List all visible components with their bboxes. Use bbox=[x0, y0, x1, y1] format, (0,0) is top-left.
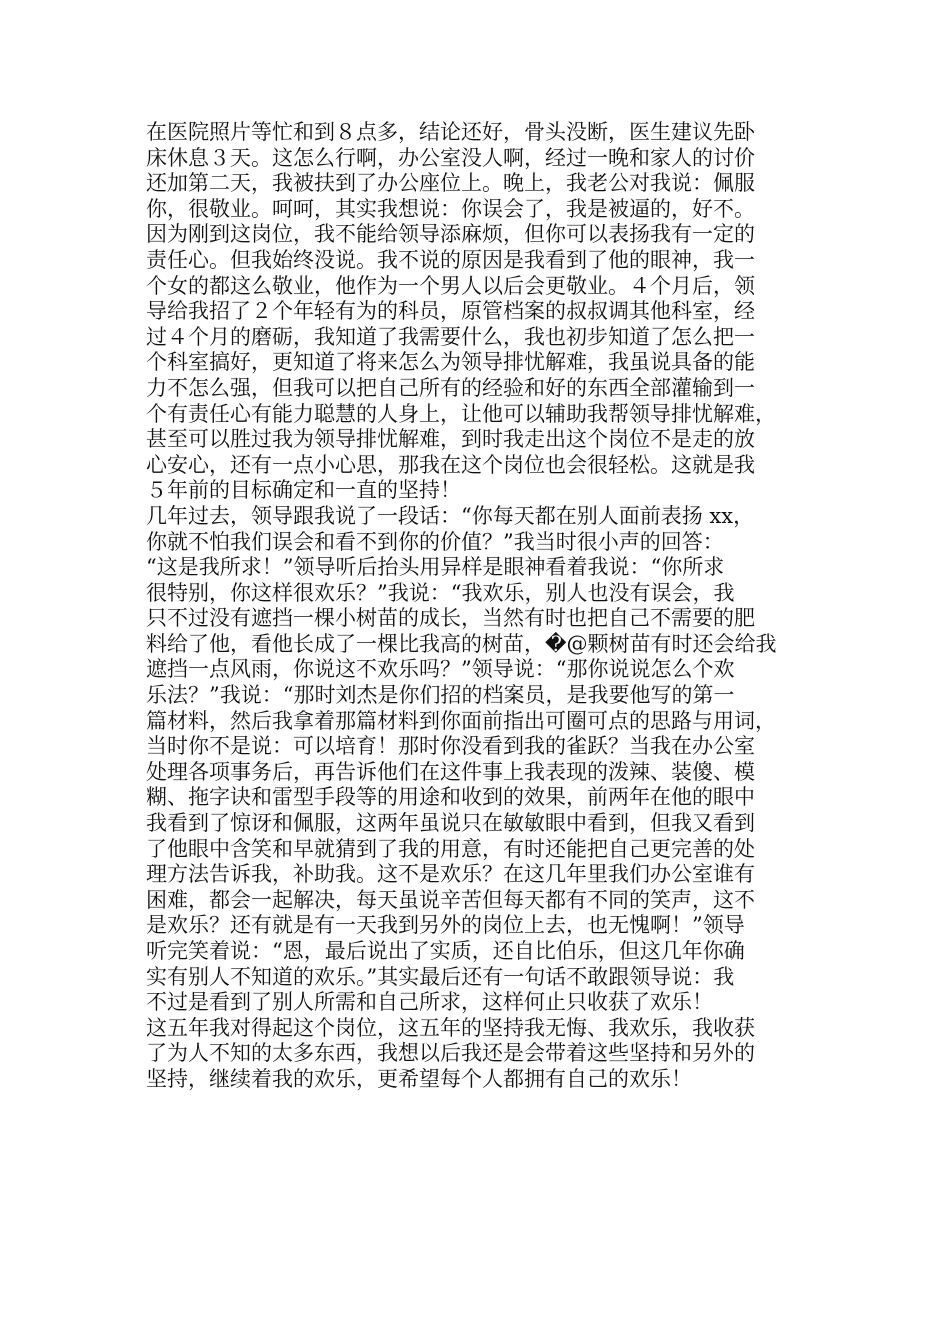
text-line: 只不过没有遮挡一棵小树苗的成长，当然有时也把自己不需要的肥 bbox=[146, 606, 755, 631]
text-line: 了他眼中含笑和早就猜到了我的用意，有时还能把自己更完善的处 bbox=[146, 836, 755, 861]
text-line: 了为人不知的太多东西，我想以后我还是会带着这些坚持和另外的 bbox=[146, 1041, 755, 1066]
text-line: “这是我所求！”领导听后抬头用异样是眼神看着我说：“你所求 bbox=[146, 555, 725, 580]
text-line: 坚持，继续着我的欢乐，更希望每个人都拥有自己的欢乐！ bbox=[146, 1066, 692, 1091]
text-line: 你，很敬业。呵呵，其实我想说：你误会了，我是被逼的，好不。 bbox=[146, 196, 755, 221]
text-line: 乐法？”我说：“那时刘杰是你们招的档案员，是我要他写的第一 bbox=[146, 683, 735, 708]
text-line: 听完笑着说：“恩，最后说出了实质，还自比伯乐，但这几年你确 bbox=[146, 939, 745, 963]
text-line: 甚至可以胜过我为领导排忧解难，到时我走出这个岗位不是走的放 bbox=[146, 427, 755, 452]
text-line: 床休息３天。这怎么行啊，办公室没人啊，经过一晚和家人的讨价 bbox=[146, 145, 755, 170]
text-line: 几年过去，领导跟我说了一段话：“你每天都在别人面前表扬 xx， bbox=[146, 503, 755, 528]
text-line: 遮挡一点风雨，你说这不欢乐吗？”领导说：“那你说说怎么个欢 bbox=[146, 657, 735, 682]
text-line: 不过是看到了别人所需和自己所求，这样何止只收获了欢乐！ bbox=[146, 990, 713, 1015]
text-line: 处理各项事务后，再告诉他们在这件事上我表现的泼辣、装傻、模 bbox=[146, 759, 755, 784]
text-line: 过４个月的磨砺，我知道了我需要什么，我也初步知道了怎么把一 bbox=[146, 324, 755, 349]
text-line: 心安心，还有一点小心思，那我在这个岗位也会很轻松。这就是我 bbox=[146, 452, 755, 477]
text-line: 当时你不是说：可以培育！那时你没看到我的雀跃？当我在办公室 bbox=[146, 734, 755, 759]
text-line: 很特别，你这样很欢乐？”我说：“我欢乐，别人也没有误会，我 bbox=[146, 580, 735, 605]
text-line: 困难，都会一起解决，每天虽说辛苦但每天都有不同的笑声，这不 bbox=[146, 887, 755, 912]
text-line: 还加第二天，我被扶到了办公座位上。晚上，我老公对我说：佩服 bbox=[146, 171, 755, 196]
document-body-text bbox=[146, 120, 806, 1093]
text-line: 个科室搞好，更知道了将来怎么为领导排忧解难，我虽说具备的能 bbox=[146, 350, 755, 375]
text-line: 料给了他，看他长成了一棵比我高的树苗，�@颗树苗有时还会给我 bbox=[146, 631, 777, 656]
text-line: 理方法告诉我，补助我。这不是欢乐？在这几年里我们办公室谁有 bbox=[146, 862, 755, 887]
text-line: 糊、拖字诀和雷型手段等的用途和收到的效果，前两年在他的眼中 bbox=[146, 785, 755, 810]
text-line: 我看到了惊讶和佩服，这两年虽说只在敏敏眼中看到，但我又看到 bbox=[146, 811, 755, 836]
text-line: 实有别人不知道的欢乐。”其实最后还有一句话不敢跟领导说：我 bbox=[146, 964, 735, 989]
text-line: 因为刚到这岗位，我不能给领导添麻烦，但你可以表扬我有一定的 bbox=[146, 222, 755, 247]
text-line: 是欢乐？还有就是有一天我到另外的岗位上去，也无愧啊！”领导 bbox=[146, 913, 745, 938]
text-line: 个有责任心有能力聪慧的人身上，让他可以辅助我帮领导排忧解难， bbox=[146, 401, 776, 426]
text-line: 力不怎么强，但我可以把自己所有的经验和好的东西全部灌输到一 bbox=[146, 375, 755, 400]
text-line: 导给我招了２个年轻有为的科员，原管档案的叔叔调其他科室，经 bbox=[146, 299, 755, 324]
text-line: 你就不怕我们误会和看不到你的价值？”我当时很小声的回答： bbox=[146, 529, 724, 554]
text-line: 这五年我对得起这个岗位，这五年的坚持我无悔、我欢乐，我收获 bbox=[146, 1015, 755, 1040]
text-line: 在医院照片等忙和到８点多，结论还好，骨头没断，医生建议先卧 bbox=[146, 120, 755, 144]
text-line: ５年前的目标确定和一直的坚持！ bbox=[146, 478, 461, 503]
text-line: 个女的都这么敬业，他作为一个男人以后会更敬业。４个月后，领 bbox=[146, 273, 755, 298]
text-line: 责任心。但我始终没说。我不说的原因是我看到了他的眼神，我一 bbox=[146, 247, 755, 272]
text-line: 篇材料，然后我拿着那篇材料到你面前指出可圈可点的思路与用词， bbox=[146, 708, 776, 733]
